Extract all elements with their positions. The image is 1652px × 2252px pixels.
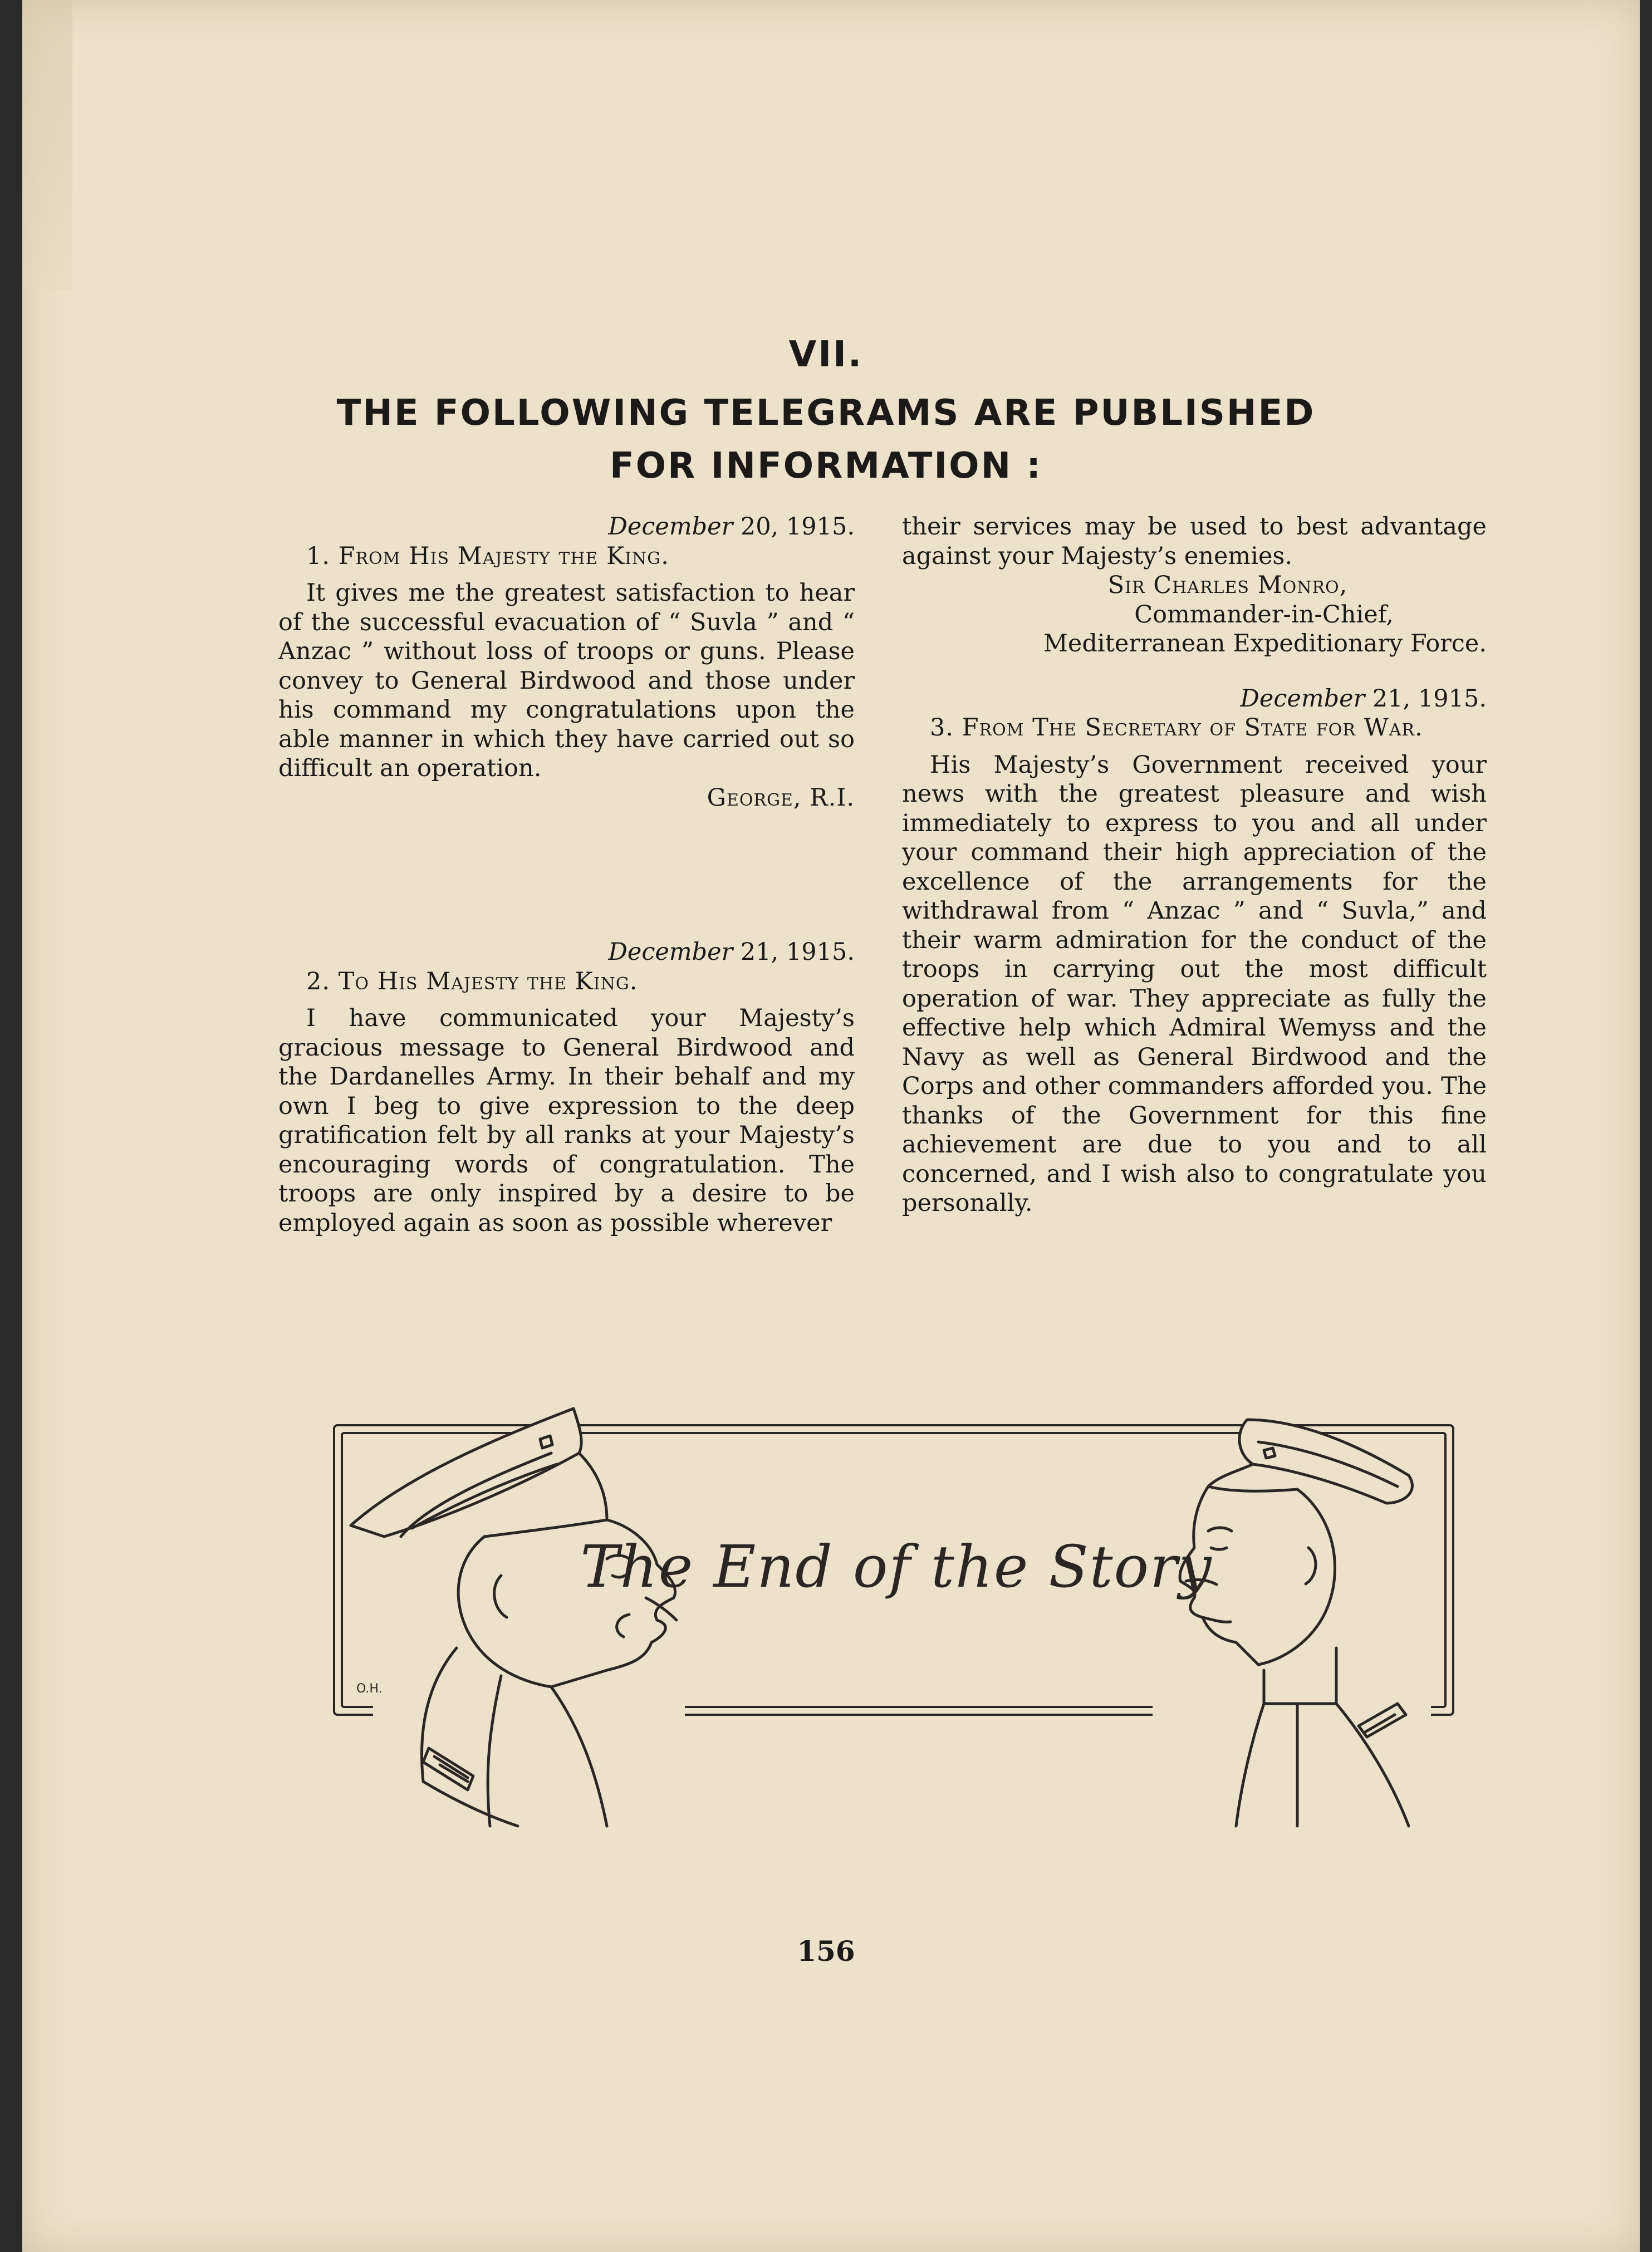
telegram-2-continued bbox=[902, 512, 1487, 659]
right-column bbox=[902, 512, 1487, 1218]
telegram-2-signature-name: Sir Charles Monro, bbox=[1107, 571, 1348, 599]
telegram-2-body-right: their services may be used to best advantage against your Majesty’s enemies. bbox=[902, 513, 1487, 570]
end-of-story-illustration bbox=[317, 1336, 1487, 1837]
telegram-2-date: December 21, 1915. bbox=[608, 938, 855, 966]
worn-page-edge bbox=[22, 0, 72, 290]
telegram-1-date: December 20, 1915. bbox=[608, 513, 855, 541]
right-officer-figure bbox=[1153, 1420, 1431, 1837]
telegram-2-heading: 2. To His Majesty the King. bbox=[306, 967, 638, 995]
section-number: VII. bbox=[788, 334, 864, 375]
telegram-3-heading: 3. From The Secretary of State for War. bbox=[930, 714, 1423, 742]
telegram-1 bbox=[278, 512, 855, 812]
telegram-2-signature-title-1: Commander-in-Chief, bbox=[1134, 600, 1394, 629]
page-number: 156 bbox=[797, 1935, 855, 1968]
telegram-3 bbox=[902, 684, 1487, 1218]
page-title-line-2: FOR INFORMATION : bbox=[609, 445, 1043, 487]
telegram-2 bbox=[278, 938, 855, 1238]
telegram-3-date: December 21, 1915. bbox=[1240, 684, 1487, 713]
illustration-caption: The End of the Story bbox=[580, 1533, 1213, 1601]
telegram-1-heading: 1. From His Majesty the King. bbox=[306, 542, 669, 570]
left-column bbox=[278, 512, 855, 1238]
telegram-2-signature-title-2: Mediterranean Expeditionary Force. bbox=[1043, 630, 1487, 658]
telegram-2-body-left: I have communicated your Majesty’s gracious message to General Birdwood and the Dardanelles Army. In their behalf and my own I beg to give expression to the deep gratification felt by all ranks at your Majesty’s encouraging words of congratulation. The troops are only inspired by a desire to be employed again as soon as possible wherever bbox=[278, 1004, 855, 1237]
left-officer-figure bbox=[351, 1409, 685, 1837]
telegram-1-body: It gives me the greatest satisfaction to hear of the successful evacuation of “ Suvla ” and “ Anzac ” without loss of troops or guns. Please convey to General Birdwood and those under his command my congratulations upon the able manner in which they have carried out so difficult an operation. bbox=[278, 579, 855, 782]
artist-initials: O.H. bbox=[356, 1682, 383, 1696]
telegram-1-signature: George, R.I. bbox=[707, 783, 855, 812]
telegram-3-body: His Majesty’s Government received your news with the greatest pleasure and wish immediately to express to you and all under your command their high appreciation of the excellence of the arrangements for the withdrawal from “ Anzac ” and “ Suvla,” and their warm admiration for the conduct of the troops in carrying out the most difficult operation of war. They appreciate as fully the effective help which Admiral Wemyss and the Navy as well as General Birdwood and the Corps and other commanders afforded you. The thanks of the Government for this fine achievement are due to you and to all concerned, and I wish also to congratulate you personally. bbox=[902, 750, 1487, 1217]
page-title-line-1: THE FOLLOWING TELEGRAMS ARE PUBLISHED bbox=[336, 392, 1316, 434]
